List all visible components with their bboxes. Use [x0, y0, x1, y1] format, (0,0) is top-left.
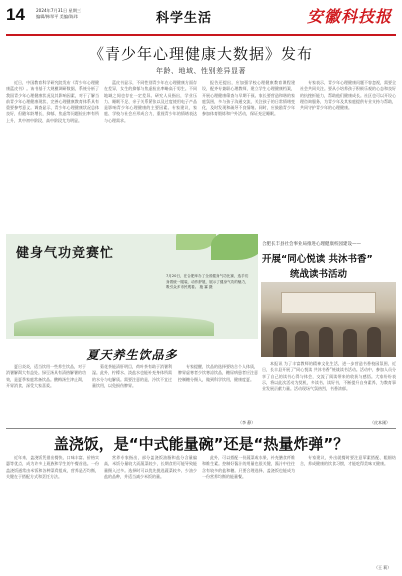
poster-image: [6, 234, 258, 339]
lead-subhead: 年龄、地域、性别差异显著: [156, 67, 246, 75]
person-figure: [367, 327, 381, 357]
masthead: [6, 4, 396, 34]
event-photo: [261, 282, 396, 357]
lead-column-4: [300, 80, 396, 228]
summer-paragraph: 菊花茶能清肝明目，荷叶茶有助于消暑利湿。此外，柠檬水、淡盐水也能补充身体所需的水分与电解质。需要注意的是，冷饮不宜过量饮用，以免损伤脾胃。: [92, 364, 172, 388]
lead-paragraph: 专家表示，青少年心理健康问题不容忽视，需要全社会共同关注。要从小培养孩子积极乐观的心态和良好的抗挫折能力，帮助他们健康成长。社区也可以开设心理咨询服务，为青少年及其家庭提供专业支持与帮助，共同守护青少年的心理健康。: [300, 80, 396, 111]
section-title: 科学生活: [156, 11, 213, 26]
summer-paragraph: 专家提醒，饮品的选择要结合个人体质，脾胃虚寒者少饮寒凉饮品，糖尿病患者应注意控制糖分摄入，做到科学饮用，健康度夏。: [178, 364, 258, 382]
person-figure: [295, 331, 309, 357]
side-paragraph: 本报讯 为了丰富教师的精神文化生活，进一步营造书香校园氛围，近日，长丰县开展了“同心悦读 共沐书香”统战读书活动。活动中，参加人员分享了自己的读书心得与体会，交流了阅读带来的收获与感悟。大家纷纷表示，将以此次活动为契机，多读书、读好书，不断提升自身素养，为教育事业发展贡献力量。活动现场气氛热烈，书香浓郁。: [262, 361, 396, 392]
summer-title: 夏天养生饮品多: [86, 348, 178, 362]
summer-paragraph: 夏日炎炎，适当饮用一些养生饮品，对于消暑解渴大有益处。绿豆汤具有清热解暑的功效，是夏季家庭常备饮品。酸梅汤生津止渴，开胃消食，深受大家喜爱。: [6, 364, 86, 388]
summer-column-2: [92, 364, 172, 426]
side-title-line1: 开展“同心悦读 共沐书香”: [262, 254, 373, 265]
side-author: （皮本刚）: [370, 420, 390, 425]
page-meta: [36, 8, 81, 20]
paper-logo: 安徽科技报: [306, 7, 392, 26]
bottom-paragraph: 近年来，盖浇饭凭借出餐快、口味丰富、价格实惠等优点，成为许多上班族和学生的午餐首选。一份盖浇饭通常由米饭和各种菜肴组成，营养是否均衡，关键在于搭配方式和烹饪方法。: [6, 455, 99, 479]
lead-paragraph: 近日，中国教育科学研究院发布《青少年心理健康蓝皮书》。该书基于大规模调研数据，系统分析了我国青少年心理健康状况及其影响因素，对于了解当前青少年心理健康现状、完善心理健康教育体系具有重要参考意义。调查显示，青少年心理健康状况总体良好，但随年龄增长，抑郁、焦虑等问题检出率有所上升，其中初中阶段、高中阶段尤为明显。: [6, 80, 99, 123]
lead-paragraph: 蓝皮书显示，不同性别青少年在心理健康方面存在差异，女生的抑郁与焦虑检出率略高于男生。不同地域之间也存在一定差异。研究人员指出，学业压力、睡眠不足、亲子关系紧张以及过度使用电子产品是影响青少年心理健康的主要因素。专家建议，家庭、学校与社会应形成合力，重视青少年的情绪表达与心理需求。: [104, 80, 197, 123]
person-figure: [343, 329, 357, 357]
masthead-rule: [6, 34, 396, 36]
bottom-paragraph: 此外，可以搭配一份蔬菜或水果，补充膳食纤维和维生素。控制好酱汁的用量也很关键，酱汁中往往含有较多的盐和糖。只要合理选择，盖浇饭也能成为一份营养均衡的能量餐。: [202, 455, 295, 479]
section-divider: [6, 428, 396, 429]
page-number: 14: [6, 5, 25, 24]
poster-caption: [166, 274, 251, 291]
bottom-column-2: [104, 455, 197, 571]
editor-line: 编辑/韩翠平 美编/陈玮: [36, 14, 78, 19]
leaf-decoration: [176, 234, 216, 250]
bottom-paragraph: 营养专家指出，部分盖浇饭油脂和盐分含量偏高，米饭分量较大而蔬菜较少，长期食用可能导致能量摄入过多。选择时可以优先挑选蔬菜较多、少油少盐的品种，并适当减少米饭的量。: [104, 455, 197, 479]
side-body: [262, 361, 396, 419]
bottom-headline: 盖浇饭，是“中式能量碗”还是“热量炸弹”？: [53, 435, 349, 453]
summer-column-3: [178, 364, 258, 420]
bottom-paragraph: 专家建议，外出就餐时要注意荤素搭配、粗细结合，养成健康的饮食习惯，才能吃得美味又健康。: [300, 455, 396, 467]
summer-author: （李 静）: [238, 420, 256, 425]
lead-column-1: [6, 80, 99, 228]
bottom-column-4: [300, 455, 396, 563]
side-title-line2: 统战读书活动: [290, 269, 348, 280]
side-kicker: 合肥长丰县社会事业局推进心理健康校园建设——: [262, 242, 361, 247]
person-figure: [319, 327, 333, 357]
bottom-author: （王 莉）: [374, 565, 392, 570]
leaf-decoration: [211, 234, 258, 260]
lead-headline: 《青少年心理健康大数据》发布: [88, 45, 313, 63]
lead-column-2: [104, 80, 197, 228]
lead-column-3: [202, 80, 295, 228]
caption-text: 7月20日，在合肥举办了全省健身气功比赛，选手们身着统一服装，动作舒展，展示了健身气功的魅力，吸引众多市民观看。: [166, 274, 249, 290]
banner-board: [281, 292, 376, 314]
date-line: 2024年7月31日 星期三: [36, 8, 82, 13]
person-figure: [273, 327, 287, 357]
summer-column-1: [6, 364, 86, 426]
bottom-column-3: [202, 455, 295, 571]
lead-paragraph: 报告还提出，应加强学校心理健康教育课程建设，配齐专兼职心理教师，建立学生心理健康档案，开展心理健康筛查与早期干预。家长要营造和谐的家庭氛围，多与孩子沟通交流，关注孩子的日常情绪变化，及时发现和疏导不良情绪。同时，应鼓励青少年参加体育锻炼和户外活动，保证充足睡眠。: [202, 80, 295, 117]
poster-landscape: [14, 316, 214, 336]
poster-title: 健身气功竞赛忙: [16, 246, 115, 261]
bottom-column-1: [6, 455, 99, 571]
caption-credit: 施 霖 摄: [199, 285, 213, 290]
